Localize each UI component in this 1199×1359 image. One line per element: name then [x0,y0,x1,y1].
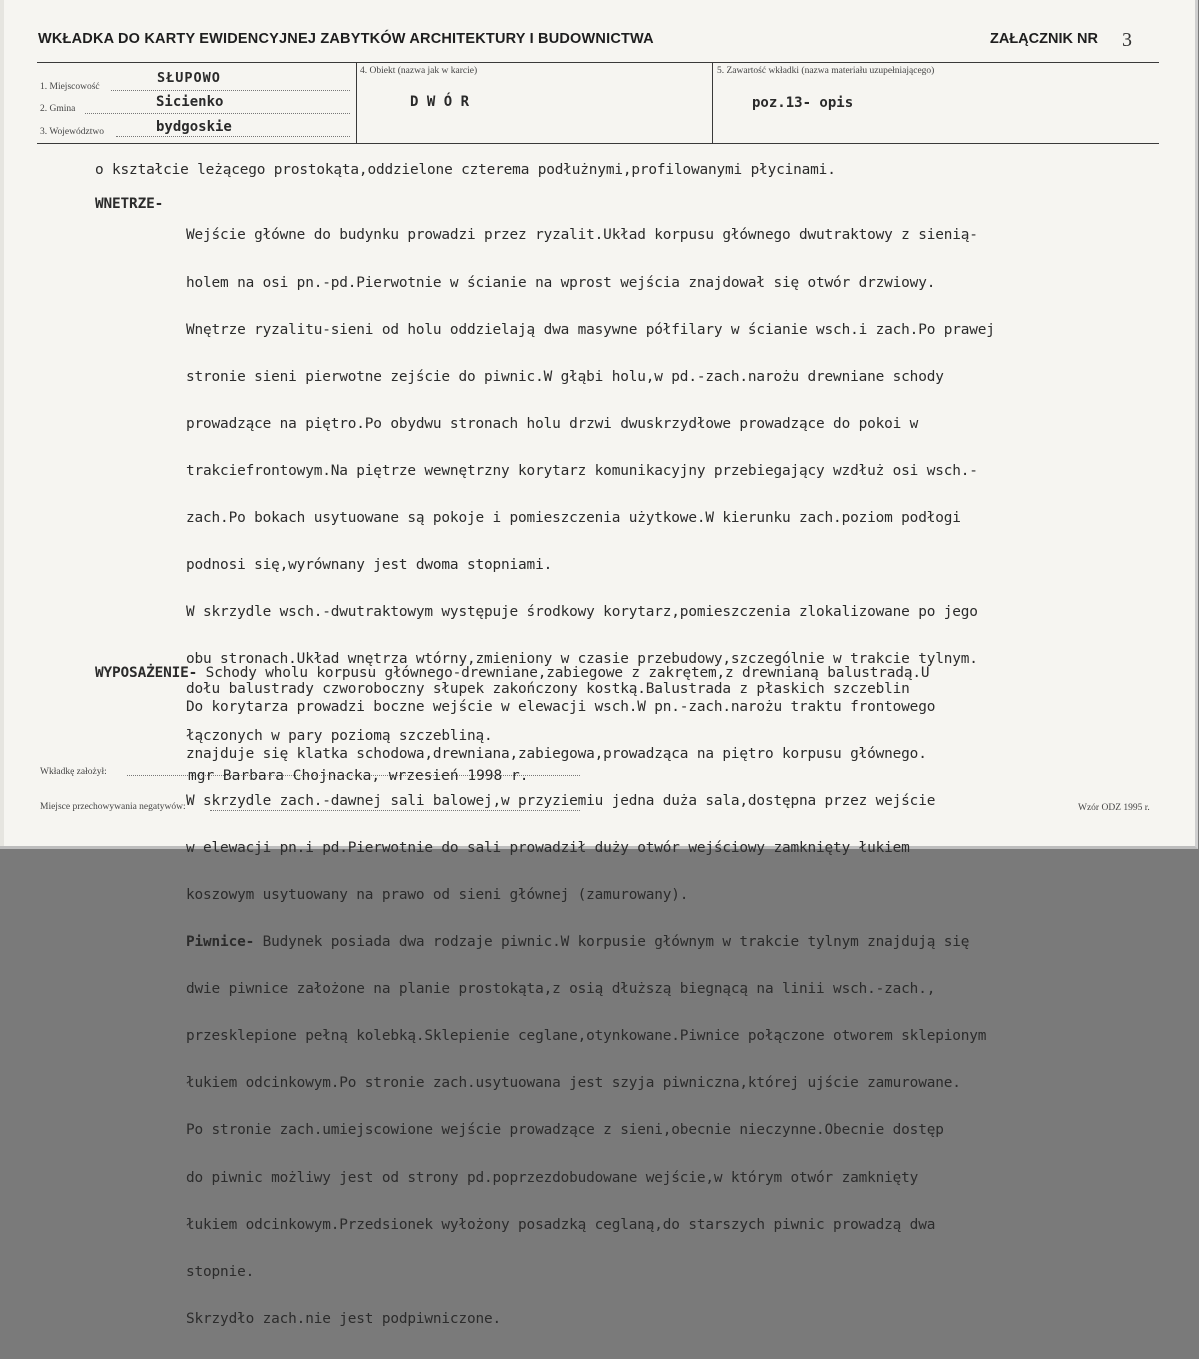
cellar-line: Po stronie zach.umiejscowione wejście prowadzące z sieni,obecnie nieczynne.Obecnie dostęp [186,1122,944,1139]
interior-line: zach.Po bokach usytuowane są pokoje i pomieszczenia użytkowe.W kierunku zach.poziom podłogi [186,510,961,527]
sheet-edge [0,0,4,846]
interior-line: podnosi się,wyrównany jest dwoma stopniami. [186,557,553,574]
intro-line: o kształcie leżącego prostokąta,oddzielone czterema podłużnymi,profilowanymi płycinami. [95,162,836,178]
interior-line: w elewacji pn.i pd.Pierwotnie do sali prowadził duży otwór wejściowy zamknięty łukiem [186,839,910,856]
interior-line: W skrzydle zach.-dawnej sali balowej,w przyziemiu jedna duża sala,dostępna przez wejście [186,792,936,809]
interior-line: prowadzące na piętro.Po obydwu stronach holu drzwi dwuskrzydłowe prowadzące do pokoi w [186,415,919,432]
box-divider-1 [356,62,357,144]
interior-line: trakciefrontowym.Na piętrze wewnętrzny korytarz komunikacyjny przebiegający wzdłuż osi wsch.- [186,462,978,479]
storage-label: Miejsce przechowywania negatywów: [40,802,186,812]
locality-dots [111,90,350,91]
box-divider-2 [712,62,713,144]
equipment-line: dołu balustrady czworoboczny słupek zakończony kostką.Balustrada z płaskich szczeblin [186,681,910,698]
interior-line: stronie sieni pierwotne zejście do piwnic.W głąbi holu,w pd.-zach.narożu drewniane schody [186,368,944,385]
voivodeship-dots [116,136,350,137]
interior-line: W skrzydle wsch.-dwutraktowym występuje środkowy korytarz,pomieszczenia zlokalizowane po jego [186,604,978,621]
commune-label: 2. Gmina [40,104,76,114]
commune-value: Sicienko [156,94,224,110]
interior-line: znajduje się klatka schodowa,drewniana,zabiegowa,prowadząca na piętro korpusu głównego. [186,745,927,762]
annex-number: 3 [1122,29,1132,51]
content-value: poz.13- opis [752,95,854,111]
interior-line: Wejście główne do budynku prowadzi przez ryzalit.Układ korpusu głównego dwutraktowy z sienią- [186,227,978,244]
cellar-line: łukiem odcinkowym.Przedsionek wyłożony posadzką ceglaną,do starszych piwnic prowadzą dwa [186,1216,936,1233]
object-label: 4. Obiekt (nazwa jak w karcie) [360,66,478,76]
storage-dots [210,810,580,811]
box-bottom-rule [37,143,1159,144]
cellar-line: przesklepione pełną kolebką.Sklepienie ceglane,otynkowane.Piwnice połączone otworem sklepionym [186,1028,987,1045]
content-label: 5. Zawartość wkładki (nazwa materiału uzupełniającego) [717,66,935,76]
voivodeship-label: 3. Województwo [40,127,104,137]
equipment-first-text: Schody wholu korpusu głównego-drewniane,zabiegowe z zakrętem,z drewnianą balustradą.U [197,665,930,682]
form-code: Wzór ODZ 1995 r. [1078,803,1150,813]
box-top-rule [37,62,1159,63]
interior-line: obu stronach.Układ wnętrza wtórny,zmieniony w czasie przebudowy,szczególnie w trakcie tylnym. [186,651,978,668]
author-value: mgr Barbara Chojnacka, wrzesień 1998 r. [188,768,529,784]
cellar-first-line [186,935,995,951]
author-label: Wkładkę założył: [40,767,107,777]
cellar-line: do piwnic możliwy jest od strony pd.poprzezdobudowane wejście,w którym otwór zamknięty [186,1169,919,1186]
locality-label: 1. Miejscowość [40,82,100,92]
cellar-line: stopnie. [186,1263,255,1280]
commune-dots [85,113,350,114]
equipment-line: łączonych w pary poziomą szczebliną. [186,728,493,745]
cellar-first-text: Budynek posiada dwa rodzaje piwnic.W korpusie głównym w trakcie tylnym znajdują się [254,934,970,951]
annex-label: ZAŁĄCZNIK NR [990,31,1098,47]
interior-heading: WNETRZE- [95,196,164,212]
equipment-continuation [186,651,910,777]
interior-line: Wnętrze ryzalitu-sieni od holu oddzielają dwa masywne półfilary w ścianie wsch.i zach.Po prawej [186,321,995,338]
interior-line: Do korytarza prowadzi boczne wejście w elewacji wsch.W pn.-zach.narożu traktu frontowego [186,698,936,715]
equipment-heading: WYPOSAŻENIE- [95,665,198,682]
interior-line: koszowym usytuowany na prawo od sieni głównej (zamurowany). [186,886,689,903]
cellar-line: Skrzydło zach.nie jest podpiwniczone. [186,1310,502,1327]
cellar-heading: Piwnice- [186,934,255,951]
object-value: D W Ó R [410,94,470,110]
locality-value: SŁUPOWO [157,70,221,86]
form-title: WKŁADKA DO KARTY EWIDENCYJNEJ ZABYTKÓW ARCHITEKTURY I BUDOWNICTWA [38,31,654,47]
interior-line: holem na osi pn.-pd.Pierwotnie w ścianie na wprost wejścia znajdował się otwór drzwiowy. [186,274,936,291]
cellar-line: łukiem odcinkowym.Po stronie zach.usytuowana jest szyja piwniczna,której ujście zamurowane. [186,1075,961,1092]
cellar-line: dwie piwnice założone na planie prostokąta,z osią dłuższą biegnącą na linii wsch.-zach., [186,981,936,998]
voivodeship-value: bydgoskie [156,119,232,135]
